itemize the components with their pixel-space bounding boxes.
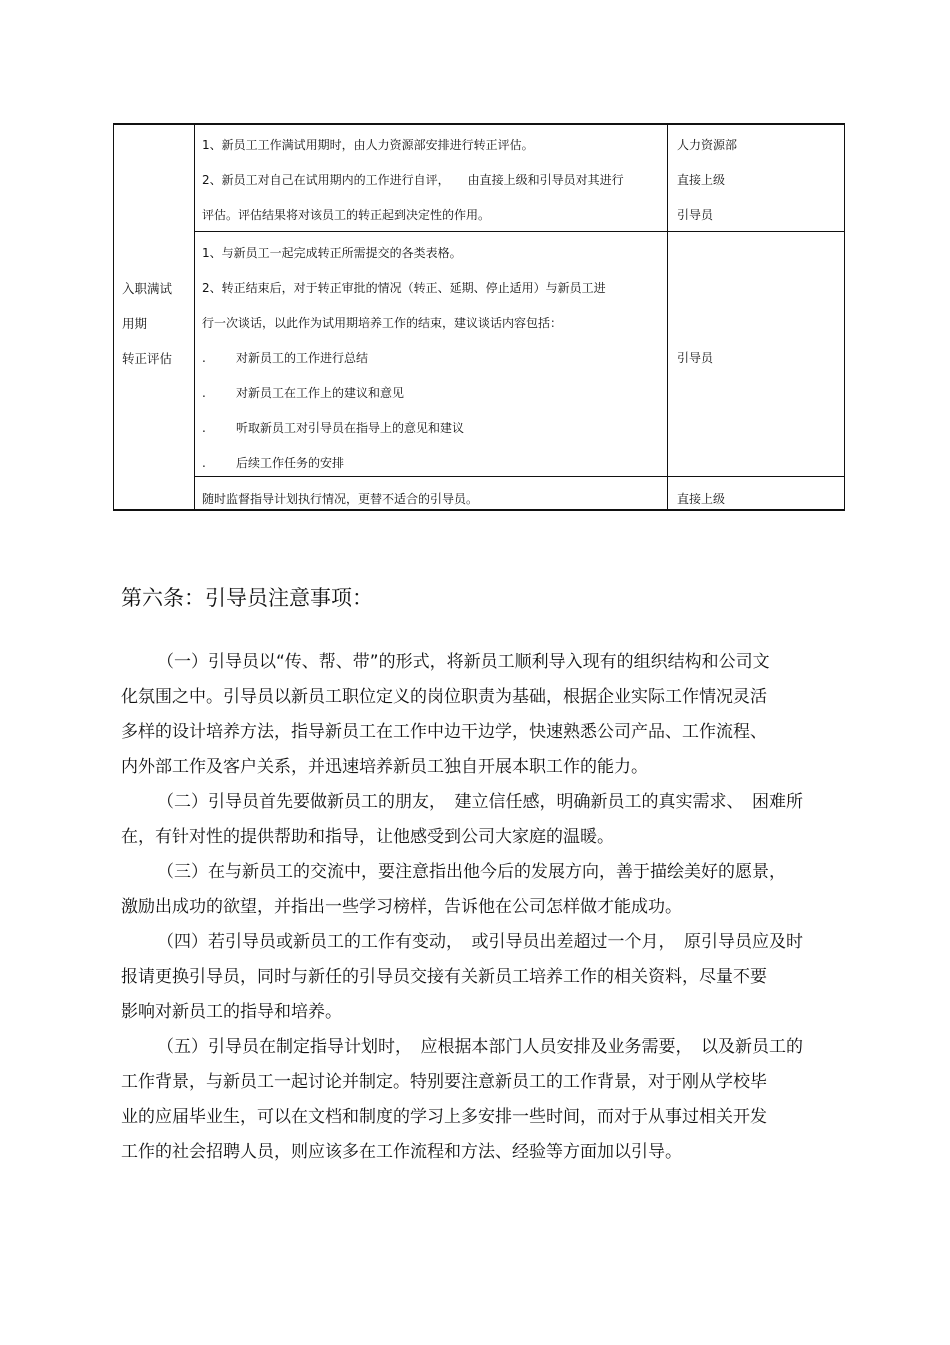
table-row-2-owner: 引导员 (677, 351, 714, 365)
table-row-2-content: 1、与新员工一起完成转正所需提交的各类表格。 2、转正结束后，对于转正审批的情况（转正、延期、停止适用）与新员工进 行一次谈话，以此作为试用期培养工作的结束，建议谈话内容包括： . 对新员工的工作进行总结 . 对新员工在工作上的建议和意见 . 听取新员工对引导员在指导上的意见和建议 . 后续工作任务的安排 (202, 236, 606, 481)
table-divider (667, 125, 668, 509)
paragraph-1: （一）引导员以“传、帮、带”的形式，将新员工顺利导入现有的组织结构和公司文 化氛围之中。引导员以新员工职位定义的岗位职责为基础，根据企业实际工作情况灵活 多样的设计培养方法，指导新员工在工作中边干边学，快速熟悉公司产品、工作流程、 内外部工作及客户关系，并迅速培养新员工独自开展本职工作的能力。 (121, 652, 770, 777)
evaluation-table (113, 123, 845, 511)
table-row-title: 入职满试 用期 转正评估 (122, 281, 173, 366)
table-divider (194, 125, 195, 509)
paragraph-4: （四）若引导员或新员工的工作有变动， 或引导员出差超过一个月， 原引导员应及时 报请更换引导员，同时与新任的引导员交接有关新员工培养工作的相关资料，尽量不要 影响对新员工的指导和培养。 (121, 932, 803, 1022)
list-item: . 对新员工在工作上的建议和意见 (202, 386, 405, 400)
list-item: . 听取新员工对引导员在指导上的意见和建议 (202, 421, 465, 435)
list-item: . 后续工作任务的安排 (202, 456, 345, 470)
paragraph-5: （五）引导员在制定指导计划时， 应根据本部门人员安排及业务需要， 以及新员工的 工作背景，与新员工一起讨论并制定。特别要注意新员工的工作背景，对于刚从学校毕 业的应届毕业生，可以在文档和制度的学习上多安排一些时间，而对于从事过相关开发 工作的社会招聘人员，则应该多在工作流程和方法、经验等方面加以引导。 (121, 1037, 803, 1162)
paragraph-3: （三）在与新员工的交流中，要注意指出他今后的发展方向，善于描绘美好的愿景， 激励出成功的欲望，并指出一些学习榜样，告诉他在公司怎样做才能成功。 (121, 862, 786, 917)
table-row-3-owner: 直接上级 (677, 492, 726, 506)
table-row-1-content: 1、新员工工作满试用期时，由人力资源部安排进行转正评估。 2、新员工对自己在试用期内的工作进行自评， 由直接上级和引导员对其进行 评估。评估结果将对该员工的转正起到决定性的作用。 (202, 138, 624, 222)
table-row-3-content: 随时监督指导计划执行情况，更替不适合的引导员。 (202, 492, 479, 506)
section-heading: 第六条：引导员注意事项： (121, 586, 373, 610)
table-row-1-owner: 人力资源部 直接上级 引导员 (677, 138, 738, 222)
paragraph-2: （二）引导员首先要做新员工的朋友， 建立信任感，明确新员工的真实需求、 困难所 在，有针对性的提供帮助和指导，让他感受到公司大家庭的温暖。 (121, 792, 803, 847)
list-item: . 对新员工的工作进行总结 (202, 351, 369, 365)
